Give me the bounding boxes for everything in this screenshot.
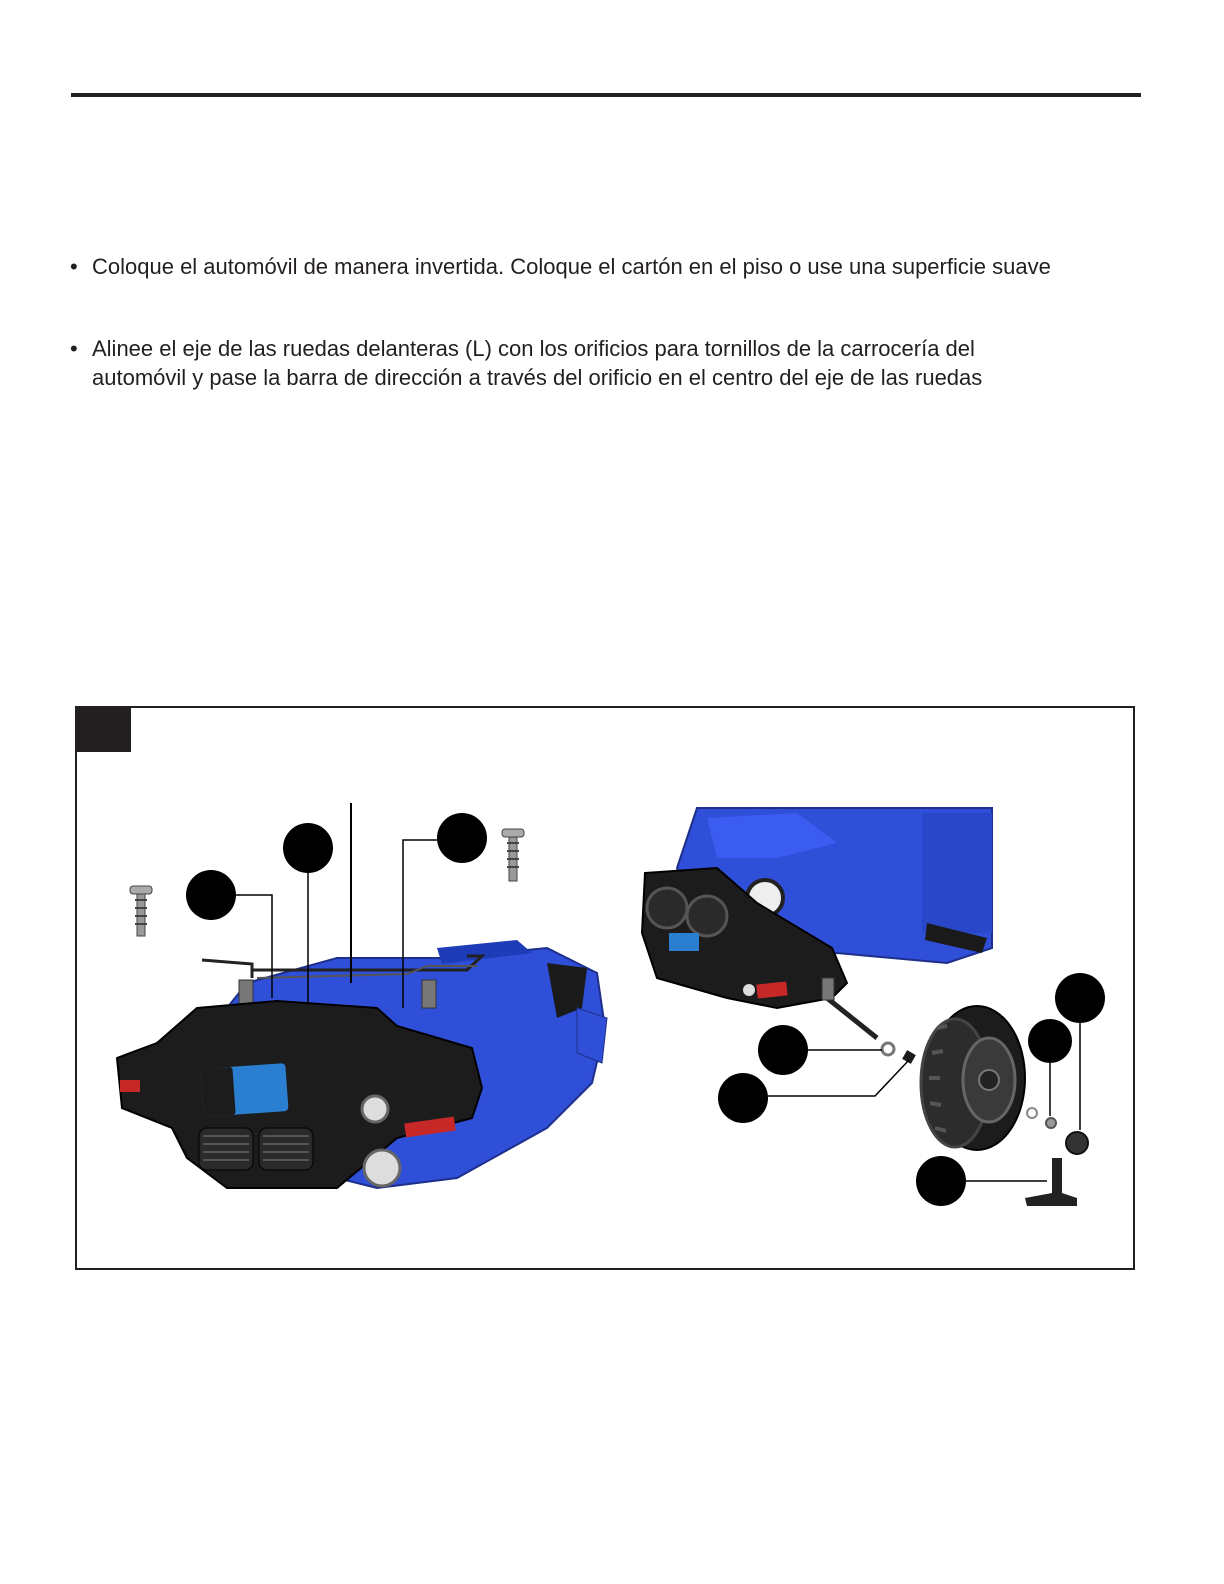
assembly-figure <box>75 706 1135 1270</box>
callout-marker <box>437 813 487 863</box>
bullet-point: • <box>70 254 78 279</box>
assembly-illustration <box>77 708 1133 1268</box>
callout-marker <box>758 1025 808 1075</box>
callout-marker <box>283 823 333 873</box>
wheel-assembly-illustration <box>642 808 1105 1206</box>
callout-marker <box>186 870 236 920</box>
callout-marker <box>1028 1019 1072 1063</box>
inverted-car-illustration <box>117 803 607 1188</box>
instruction-text-line-1: Alinee el eje de las ruedas delanteras (L) con los orificios para tornillos de la carrocería del <box>92 336 975 361</box>
screw-left <box>130 886 152 936</box>
callout-marker <box>1055 973 1105 1023</box>
instruction-text-line-2: automóvil y pase la barra de dirección a través del orificio en el centro del eje de las ruedas <box>92 365 983 390</box>
callout-marker <box>916 1156 966 1206</box>
screw-right <box>502 829 524 881</box>
instruction-text: Coloque el automóvil de manera invertida. Coloque el cartón en el piso o use una superficie suave <box>92 254 1051 279</box>
header-rule <box>71 93 1141 97</box>
callout-marker <box>718 1073 768 1123</box>
bullet-point: • <box>70 336 78 361</box>
